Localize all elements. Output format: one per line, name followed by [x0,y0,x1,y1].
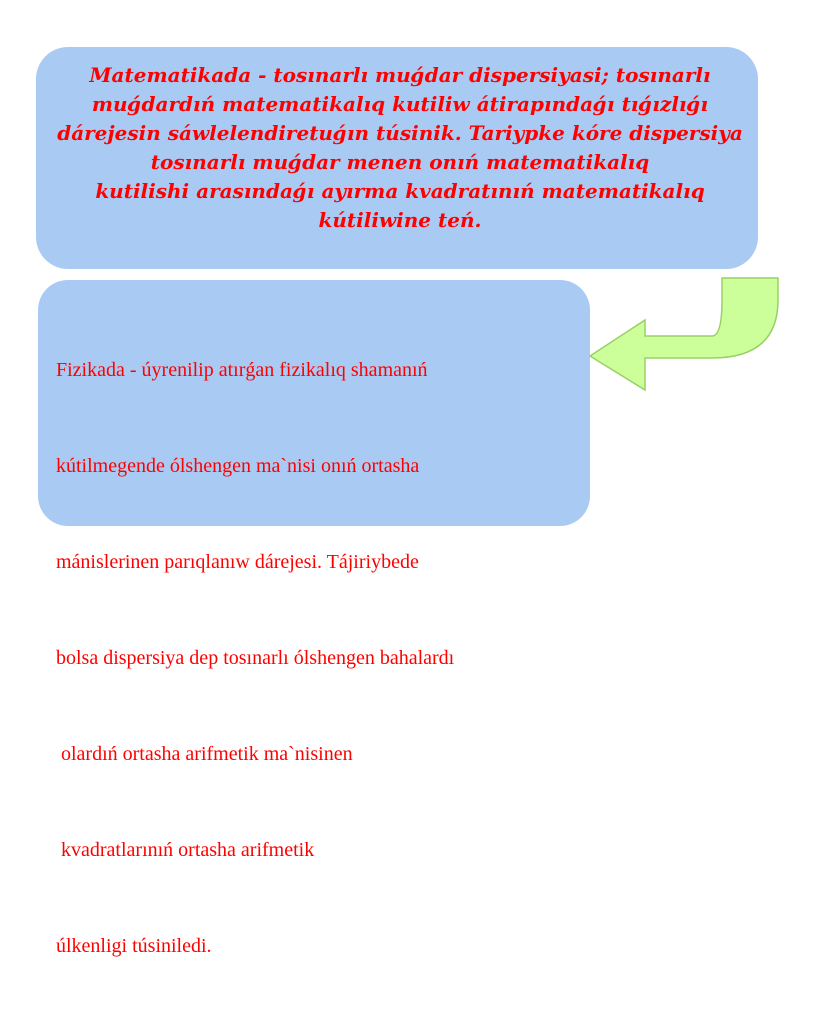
physics-line: bolsa dispersiya dep tosınarlı ólshengen bahalardı [56,647,455,669]
math-line: kutilishi arasındaǵı ayırma kvadratınıń matematikalıq [95,179,705,203]
physics-line: mánislerinen parıqlanıw dárejesi. Tájiriybede [56,551,419,573]
math-line: muǵdardıń matematikalıq kutiliw átirapındaǵı tıǵızlıǵı [91,92,709,116]
math-line: kútiliwine teń. [318,208,482,232]
math-line: Matematikada - tosınarlı muǵdar dispersiyasi; tosınarlı [89,63,711,87]
math-line: tosınarlı muǵdar menen onıń matematikalıq [150,150,650,174]
physics-line: kútilmegende ólshengen ma`nisi onıń ortasha [56,455,420,477]
math-definition-text [0,61,840,235]
physics-definition-text [56,290,616,1026]
math-line: dárejesin sáwlelendiretuǵın túsinik. Tariypke kóre dispersiya [57,121,743,145]
physics-line: olardıń ortasha arifmetik ma`nisinen [56,743,353,765]
physics-line: Fizikada - úyrenilip atırǵan fizikalıq shamanıń [56,359,428,381]
physics-line: kvadratlarınıń ortasha arifmetik [56,839,315,861]
physics-line: úlkenligi túsiniledi. [56,935,212,957]
